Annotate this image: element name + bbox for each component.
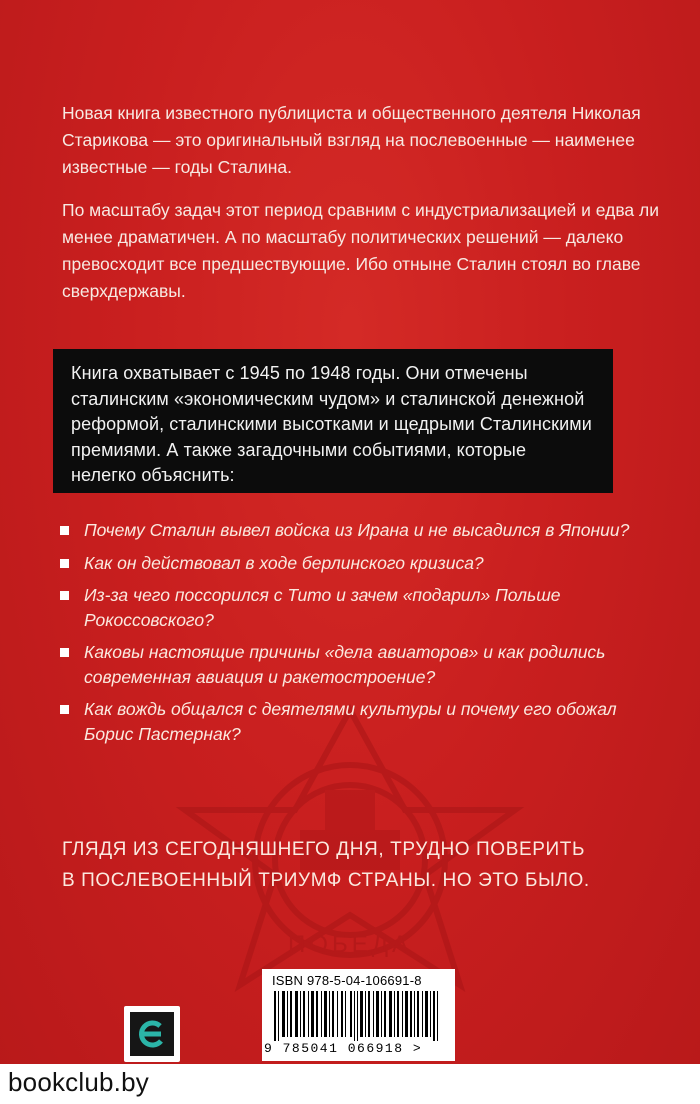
eksmo-e-icon <box>130 1012 174 1056</box>
question-list <box>60 518 660 754</box>
question-text: Как он действовал в ходе берлинского кризиса? <box>84 552 484 573</box>
question-item-1 <box>60 518 660 543</box>
tagline-line-1: ГЛЯДЯ ИЗ СЕГОДНЯШНЕГО ДНЯ, ТРУДНО ПОВЕРИТЬ <box>62 839 586 860</box>
footer-watermark <box>0 1064 700 1104</box>
bullet-square-icon <box>60 559 69 568</box>
bullet-square-icon <box>60 591 69 600</box>
question-text: Из-за чего поссорился с Тито и зачем «подарил» Польше Рокоссовского? <box>84 585 561 630</box>
highlight-box-text: Книга охватывает с 1945 по 1948 годы. Они отмечены сталинским «экономическим чудом» и сталинской денежной реформой, сталинскими высотками и щедрыми Сталинскими премиями. А также загадочными событиями, которые нелегко объяснить: <box>71 363 592 485</box>
intro-paragraph-1: Новая книга известного публициста и общественного деятеля Николая Старикова — это оригинальный взгляд на послевоенные — наименее известные — годы Сталина. <box>62 103 641 177</box>
intro-text <box>62 100 662 321</box>
intro-paragraph-2: По масштабу задач этот период сравним с индустриализацией и едва ли менее драматичен. А по масштабу политических решений — далеко превосходит все предшествующие. Ибо отныне Сталин стоял во главе сверхдержавы. <box>62 200 660 301</box>
tagline <box>62 834 662 896</box>
publisher-logo <box>124 1006 180 1062</box>
barcode <box>262 969 455 1061</box>
bullet-square-icon <box>60 526 69 535</box>
barcode-digits: 9 785041 066918 > <box>264 1041 423 1056</box>
question-text: Как вождь общался с деятелями культуры и почему его обожал Борис Пастернак? <box>84 699 617 744</box>
watermark-text: ПОБЕДА <box>288 931 412 958</box>
site-label: bookclub.by <box>8 1067 149 1097</box>
isbn-label: ISBN 978-5-04-106691-8 <box>272 973 422 988</box>
tagline-line-2: В ПОСЛЕВОЕННЫЙ ТРИУМФ СТРАНЫ. НО ЭТО БЫЛО. <box>62 870 590 891</box>
bullet-square-icon <box>60 705 69 714</box>
bullet-square-icon <box>60 648 69 657</box>
question-text: Каковы настоящие причины «дела авиаторов» и как родились современная авиация и ракетостроение? <box>84 642 606 687</box>
highlight-box <box>53 349 613 493</box>
question-item-5 <box>60 697 660 746</box>
question-item-3 <box>60 583 660 632</box>
question-item-4 <box>60 640 660 689</box>
barcode-bars <box>274 991 444 1041</box>
question-item-2 <box>60 551 660 576</box>
question-text: Почему Сталин вывел войска из Ирана и не высадился в Японии? <box>84 520 630 540</box>
